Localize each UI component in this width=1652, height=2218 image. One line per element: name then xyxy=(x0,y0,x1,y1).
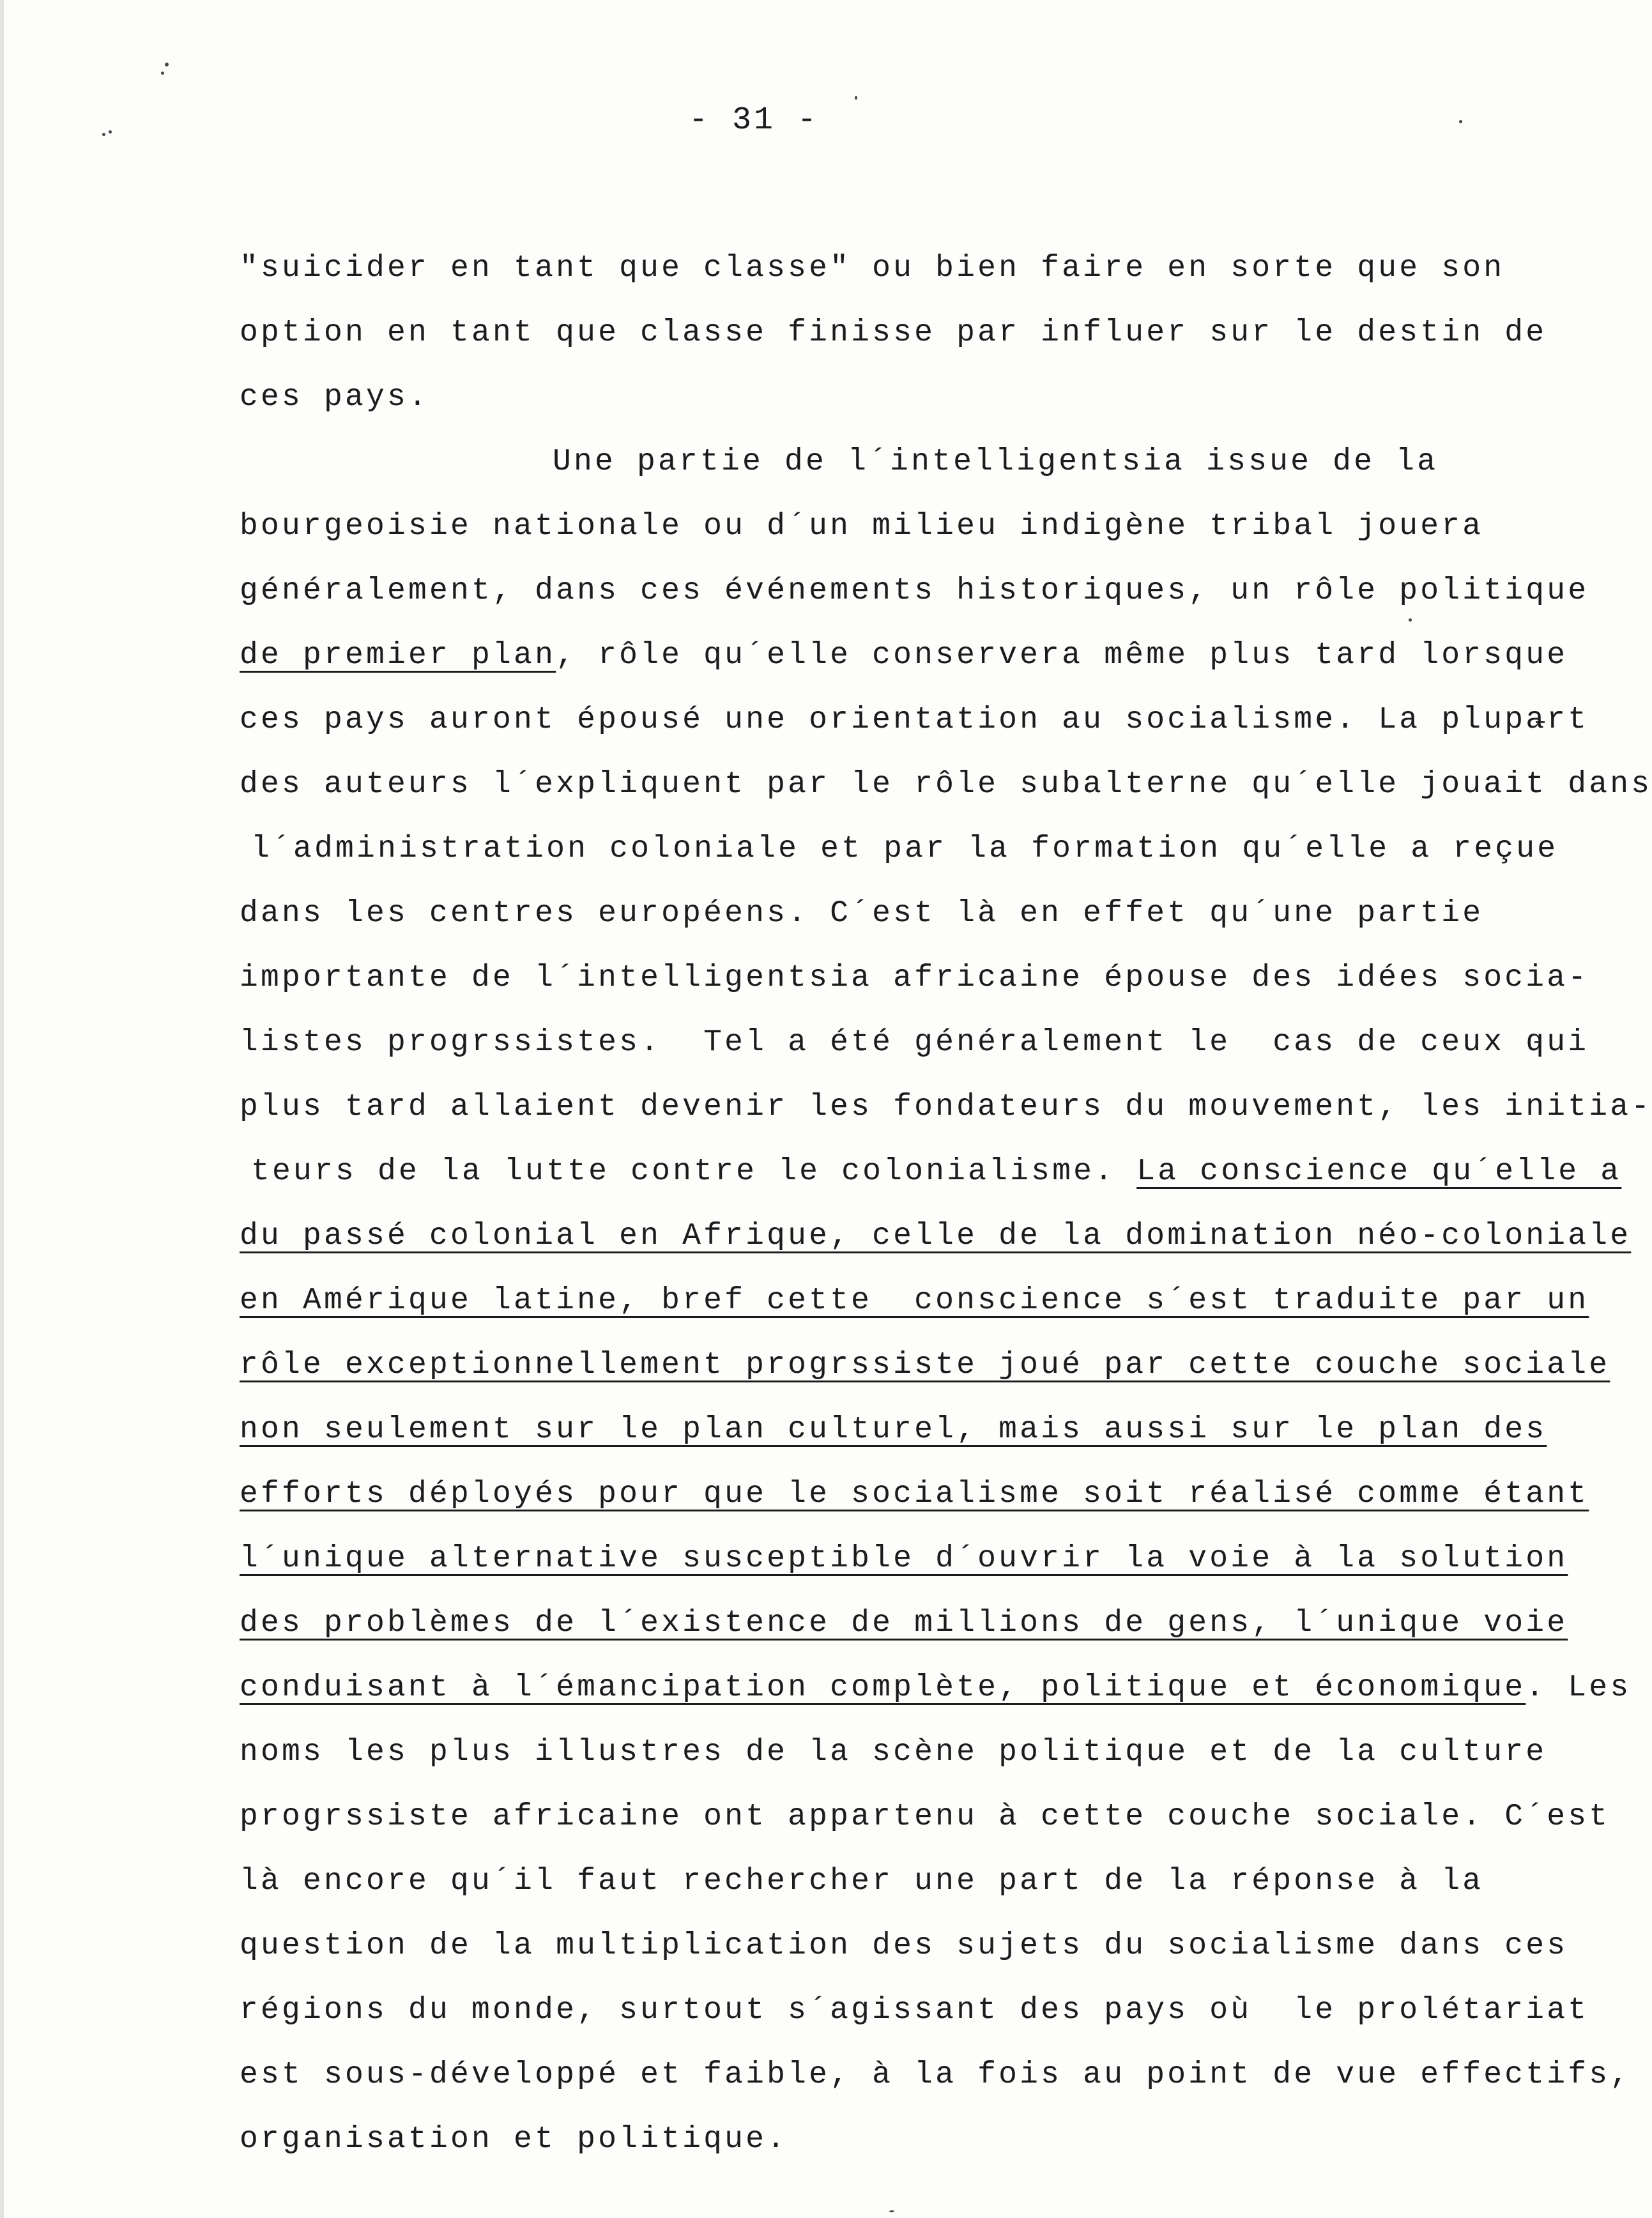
text-line xyxy=(240,1591,1568,1656)
speck-mark xyxy=(165,63,169,66)
text-line: noms les plus illustres de la scène politique et de la culture xyxy=(240,1735,1547,1770)
text-line: listes progrssistes. Tel a été généralement le cas de ceux qui xyxy=(240,1025,1589,1060)
underlined-phrase: de premier plan xyxy=(240,638,556,673)
text-line: question de la multiplication des sujets du socialisme dans ces xyxy=(240,1929,1568,1963)
underlined-phrase: l´unique alternative susceptible d´ouvrir la voie à la solution xyxy=(240,1541,1568,1576)
text-line: là encore qu´il faut rechercher une part de la réponse à la xyxy=(240,1864,1484,1899)
text-line: Une partie de l´intelligentsia issue de la xyxy=(553,445,1439,479)
underlined-phrase: du passé colonial en Afrique, celle de la domination néo-coloniale xyxy=(240,1219,1632,1253)
speck-mark xyxy=(109,130,112,134)
underlined-phrase: conduisant à l´émancipation complète, politique et économique xyxy=(240,1671,1526,1705)
speck-mark xyxy=(161,72,164,75)
text-line: importante de l´intelligentsia africaine épouse des idées socia- xyxy=(240,961,1589,995)
page-number: - 31 - xyxy=(688,102,820,139)
text-segment: teurs de la lutte contre le colonialisme. xyxy=(251,1154,1137,1189)
text-line xyxy=(240,1656,1632,1720)
text-segment: , rôle qu´elle conservera même plus tard lorsque xyxy=(556,638,1568,673)
speck-mark xyxy=(889,2210,894,2212)
speck-mark xyxy=(1459,120,1462,123)
text-line: plus tard allaient devenir les fondateurs du mouvement, les initia- xyxy=(240,1090,1652,1124)
text-line xyxy=(240,1140,1622,1204)
text-line xyxy=(240,1398,1568,1462)
document-body xyxy=(240,236,1652,2172)
underlined-phrase: en Amérique latine, bref cette conscience s´est traduite par un xyxy=(240,1283,1589,1318)
text-line: l´administration coloniale et par la formation qu´elle a reçue xyxy=(251,832,1559,866)
paragraph-intelligentsia xyxy=(240,430,1652,2172)
text-line: ces pays auront épousé une orientation au socialisme. La plupart xyxy=(240,703,1589,737)
page-edge xyxy=(0,0,4,2218)
underlined-phrase: La conscience qu´elle a xyxy=(1136,1154,1622,1189)
speck-mark xyxy=(102,133,105,136)
text-line: organisation et politique. xyxy=(240,2122,788,2157)
underlined-phrase: des problèmes de l´existence de millions de gens, l´unique voie xyxy=(240,1606,1568,1641)
text-line: des auteurs l´expliquent par le rôle subalterne qu´elle jouait dans xyxy=(240,767,1652,802)
text-line: régions du monde, surtout s´agissant des pays où le prolétariat xyxy=(240,1993,1589,2028)
underlined-phrase: efforts déployés pour que le socialisme soit réalisé comme étant xyxy=(240,1477,1589,1511)
text-line xyxy=(240,1269,1589,1333)
text-line: bourgeoisie nationale ou d´un milieu indigène tribal jouera xyxy=(240,509,1484,544)
text-line: dans les centres européens. C´est là en effet qu´une partie xyxy=(240,896,1484,931)
text-line: option en tant que classe finisse par influer sur le destin de xyxy=(240,316,1547,350)
text-line xyxy=(240,1527,1568,1591)
text-line: ces pays. xyxy=(240,380,430,415)
paragraph-continuation xyxy=(240,236,1568,430)
underlined-phrase: non seulement sur le plan culturel, mais aussi sur le plan des xyxy=(240,1412,1547,1447)
text-line xyxy=(240,1333,1610,1398)
text-line: "suicider en tant que classe" ou bien faire en sorte que son xyxy=(240,251,1505,286)
speck-mark xyxy=(855,96,857,100)
text-line: progrssiste africaine ont appartenu à cette couche sociale. C´est xyxy=(240,1800,1610,1834)
underlined-phrase: rôle exceptionnellement progrssiste joué par cette couche sociale xyxy=(240,1348,1610,1382)
text-line: est sous-développé et faible, à la fois au point de vue effectifs, xyxy=(240,2058,1632,2092)
text-segment: . Les xyxy=(1526,1671,1632,1705)
text-line xyxy=(240,623,1568,688)
text-line: généralement, dans ces événements historiques, un rôle politique xyxy=(240,574,1589,608)
text-line xyxy=(240,1204,1632,1269)
text-line xyxy=(240,1462,1589,1527)
